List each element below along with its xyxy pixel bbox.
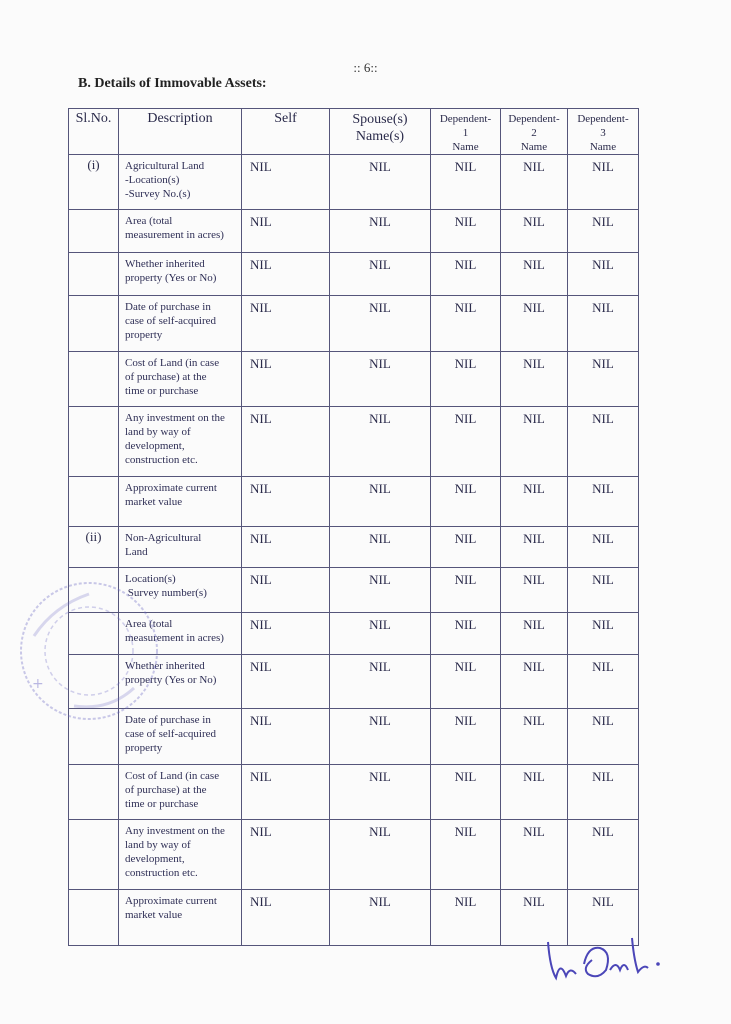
dependent-3-cell: NIL xyxy=(568,477,639,527)
self-cell: NIL xyxy=(242,477,330,527)
description-line: construction etc. xyxy=(125,867,198,879)
description-line: development, xyxy=(125,440,185,452)
description-line: Date of purchase in xyxy=(125,301,211,313)
self-cell: NIL xyxy=(242,709,330,765)
description-line: of purchase) at the xyxy=(125,371,207,383)
table-row xyxy=(69,210,639,253)
description-cell xyxy=(119,613,242,655)
dependent-2-cell: NIL xyxy=(501,613,568,655)
description-line: Whether inherited xyxy=(125,660,205,672)
dependent-3-cell: NIL xyxy=(568,253,639,296)
spouse-cell: NIL xyxy=(330,253,431,296)
header-dependent-3-line-2: 3 xyxy=(600,127,606,139)
spouse-cell: NIL xyxy=(330,820,431,890)
dependent-1-cell: NIL xyxy=(431,253,501,296)
description-line: Location(s) xyxy=(125,573,176,585)
description-cell xyxy=(119,655,242,709)
spouse-cell: NIL xyxy=(330,613,431,655)
spouse-cell: NIL xyxy=(330,765,431,820)
description-line: Cost of Land (in case xyxy=(125,770,220,782)
sl-no-cell xyxy=(69,210,119,253)
self-cell: NIL xyxy=(242,527,330,568)
table-row xyxy=(69,613,639,655)
dependent-2-cell: NIL xyxy=(501,527,568,568)
dependent-1-cell: NIL xyxy=(431,155,501,210)
dependent-2-cell: NIL xyxy=(501,210,568,253)
sl-no-cell xyxy=(69,407,119,477)
header-dependent-3 xyxy=(568,109,639,155)
self-cell: NIL xyxy=(242,407,330,477)
spouse-cell: NIL xyxy=(330,296,431,352)
description-line: Cost of Land (in case xyxy=(125,357,220,369)
dependent-1-cell: NIL xyxy=(431,477,501,527)
spouse-cell: NIL xyxy=(330,352,431,407)
dependent-1-cell: NIL xyxy=(431,820,501,890)
description-cell xyxy=(119,253,242,296)
dependent-1-cell: NIL xyxy=(431,296,501,352)
header-dependent-3-line-3: Name xyxy=(589,141,617,153)
description-line: Non-Agricultural xyxy=(125,532,202,544)
dependent-3-cell: NIL xyxy=(568,655,639,709)
description-line: Area (total xyxy=(125,215,173,227)
description-cell xyxy=(119,407,242,477)
header-dependent-1-line-3: Name xyxy=(452,141,479,153)
spouse-cell: NIL xyxy=(330,210,431,253)
dependent-1-cell: NIL xyxy=(431,613,501,655)
description-line: market value xyxy=(125,909,183,921)
header-dependent-2 xyxy=(501,109,568,155)
description-line: time or purchase xyxy=(125,798,199,810)
dependent-2-cell: NIL xyxy=(501,253,568,296)
description-cell xyxy=(119,296,242,352)
table-row xyxy=(69,820,639,890)
sl-no-cell xyxy=(69,820,119,890)
table-row xyxy=(69,155,639,210)
table-header-row xyxy=(69,109,639,155)
dependent-1-cell: NIL xyxy=(431,655,501,709)
dependent-2-cell: NIL xyxy=(501,155,568,210)
description-line: of purchase) at the xyxy=(125,784,207,796)
spouse-cell: NIL xyxy=(330,655,431,709)
header-dependent-3-line-1: Dependent- xyxy=(577,113,629,125)
self-cell: NIL xyxy=(242,352,330,407)
dependent-3-cell: NIL xyxy=(568,296,639,352)
description-line: measurement in acres) xyxy=(125,632,224,644)
header-description: Description xyxy=(119,109,242,155)
description-cell xyxy=(119,568,242,613)
description-line: Date of purchase in xyxy=(125,714,211,726)
sl-no-cell xyxy=(69,765,119,820)
self-cell: NIL xyxy=(242,253,330,296)
header-spouse-line-1: Spouse(s) xyxy=(352,112,408,127)
description-line: market value xyxy=(125,496,183,508)
description-line: land by way of xyxy=(125,426,191,438)
section-title: B. Details of Immovable Assets: xyxy=(78,76,267,91)
table-row xyxy=(69,477,639,527)
description-cell xyxy=(119,477,242,527)
dependent-2-cell: NIL xyxy=(501,655,568,709)
description-line: Survey number(s) xyxy=(125,587,207,599)
table-row xyxy=(69,352,639,407)
dependent-1-cell: NIL xyxy=(431,568,501,613)
dependent-3-cell: NIL xyxy=(568,352,639,407)
sl-no-cell xyxy=(69,253,119,296)
description-line: case of self-acquired xyxy=(125,315,217,327)
description-cell xyxy=(119,210,242,253)
description-line: -Location(s) xyxy=(125,174,180,186)
dependent-3-cell: NIL xyxy=(568,890,639,946)
svg-text:+: + xyxy=(32,676,44,692)
table-row xyxy=(69,407,639,477)
dependent-2-cell: NIL xyxy=(501,296,568,352)
spouse-cell: NIL xyxy=(330,709,431,765)
self-cell: NIL xyxy=(242,890,330,946)
description-line: Land xyxy=(125,546,148,558)
table-row xyxy=(69,296,639,352)
header-dependent-2-line-3: Name xyxy=(520,141,548,153)
description-line: -Survey No.(s) xyxy=(125,188,191,200)
dependent-3-cell: NIL xyxy=(568,210,639,253)
description-line: Any investment on the xyxy=(125,412,225,424)
sl-no-cell xyxy=(69,477,119,527)
dependent-1-cell: NIL xyxy=(431,890,501,946)
description-cell xyxy=(119,527,242,568)
dependent-3-cell: NIL xyxy=(568,613,639,655)
dependent-3-cell: NIL xyxy=(568,820,639,890)
table-row xyxy=(69,527,639,568)
spouse-cell: NIL xyxy=(330,407,431,477)
table-row xyxy=(69,765,639,820)
description-line: Any investment on the xyxy=(125,825,225,837)
dependent-2-cell: NIL xyxy=(501,765,568,820)
description-cell xyxy=(119,709,242,765)
dependent-1-cell: NIL xyxy=(431,210,501,253)
page-number: :: 6:: xyxy=(353,60,378,75)
description-cell xyxy=(119,155,242,210)
header-spouse xyxy=(330,109,431,155)
header-dependent-1-line-2: 1 xyxy=(462,127,469,139)
description-line: construction etc. xyxy=(125,454,198,466)
sl-no-cell xyxy=(69,296,119,352)
dependent-3-cell: NIL xyxy=(568,155,639,210)
description-line: measurement in acres) xyxy=(125,229,224,241)
description-line: property xyxy=(125,742,163,754)
description-cell xyxy=(119,352,242,407)
spouse-cell: NIL xyxy=(330,155,431,210)
description-line: Area (total xyxy=(125,618,173,630)
self-cell: NIL xyxy=(242,765,330,820)
self-cell: NIL xyxy=(242,820,330,890)
description-line: Whether inherited xyxy=(125,258,205,270)
description-line: Approximate current xyxy=(125,482,217,494)
dependent-1-cell: NIL xyxy=(431,352,501,407)
dependent-2-cell: NIL xyxy=(501,477,568,527)
sl-no-cell xyxy=(69,613,119,655)
dependent-1-cell: NIL xyxy=(431,527,501,568)
table-row xyxy=(69,568,639,613)
dependent-2-cell: NIL xyxy=(501,709,568,765)
dependent-2-cell: NIL xyxy=(501,352,568,407)
table-row xyxy=(69,655,639,709)
dependent-1-cell: NIL xyxy=(431,709,501,765)
description-line: development, xyxy=(125,853,185,865)
sl-no-cell xyxy=(69,709,119,765)
description-line: Approximate current xyxy=(125,895,217,907)
dependent-3-cell: NIL xyxy=(568,765,639,820)
sl-no-cell: (ii) xyxy=(69,527,119,568)
description-line: time or purchase xyxy=(125,385,199,397)
self-cell: NIL xyxy=(242,155,330,210)
sl-no-cell xyxy=(69,655,119,709)
immovable-assets-table xyxy=(68,108,639,946)
dependent-2-cell: NIL xyxy=(501,568,568,613)
dependent-1-cell: NIL xyxy=(431,765,501,820)
signature xyxy=(540,930,670,986)
header-sl-no: Sl.No. xyxy=(69,109,119,155)
self-cell: NIL xyxy=(242,613,330,655)
description-line: Agricultural Land xyxy=(125,160,205,172)
dependent-1-cell: NIL xyxy=(431,407,501,477)
table-row xyxy=(69,709,639,765)
sl-no-cell xyxy=(69,568,119,613)
description-line: property xyxy=(125,329,163,341)
header-dependent-2-line-1: Dependent- xyxy=(508,113,560,125)
dependent-2-cell: NIL xyxy=(501,407,568,477)
description-line: property (Yes or No) xyxy=(125,272,217,284)
sl-no-cell xyxy=(69,352,119,407)
dependent-2-cell: NIL xyxy=(501,820,568,890)
dependent-3-cell: NIL xyxy=(568,568,639,613)
description-cell xyxy=(119,765,242,820)
self-cell: NIL xyxy=(242,296,330,352)
spouse-cell: NIL xyxy=(330,568,431,613)
header-dependent-1 xyxy=(431,109,501,155)
table-row xyxy=(69,253,639,296)
dependent-2-cell: NIL xyxy=(501,890,568,946)
dependent-3-cell: NIL xyxy=(568,709,639,765)
description-line: case of self-acquired xyxy=(125,728,217,740)
description-cell xyxy=(119,820,242,890)
self-cell: NIL xyxy=(242,210,330,253)
description-cell xyxy=(119,890,242,946)
sl-no-cell xyxy=(69,890,119,946)
dependent-3-cell: NIL xyxy=(568,527,639,568)
spouse-cell: NIL xyxy=(330,890,431,946)
header-dependent-1-line-1: Dependent- xyxy=(439,113,492,125)
description-line: land by way of xyxy=(125,839,191,851)
header-spouse-line-2: Name(s) xyxy=(355,129,405,144)
sl-no-cell: (i) xyxy=(69,155,119,210)
spouse-cell: NIL xyxy=(330,477,431,527)
spouse-cell: NIL xyxy=(330,527,431,568)
header-dependent-2-line-2: 2 xyxy=(531,127,537,139)
self-cell: NIL xyxy=(242,568,330,613)
header-self: Self xyxy=(242,109,330,155)
description-line: property (Yes or No) xyxy=(125,674,217,686)
dependent-3-cell: NIL xyxy=(568,407,639,477)
self-cell: NIL xyxy=(242,655,330,709)
